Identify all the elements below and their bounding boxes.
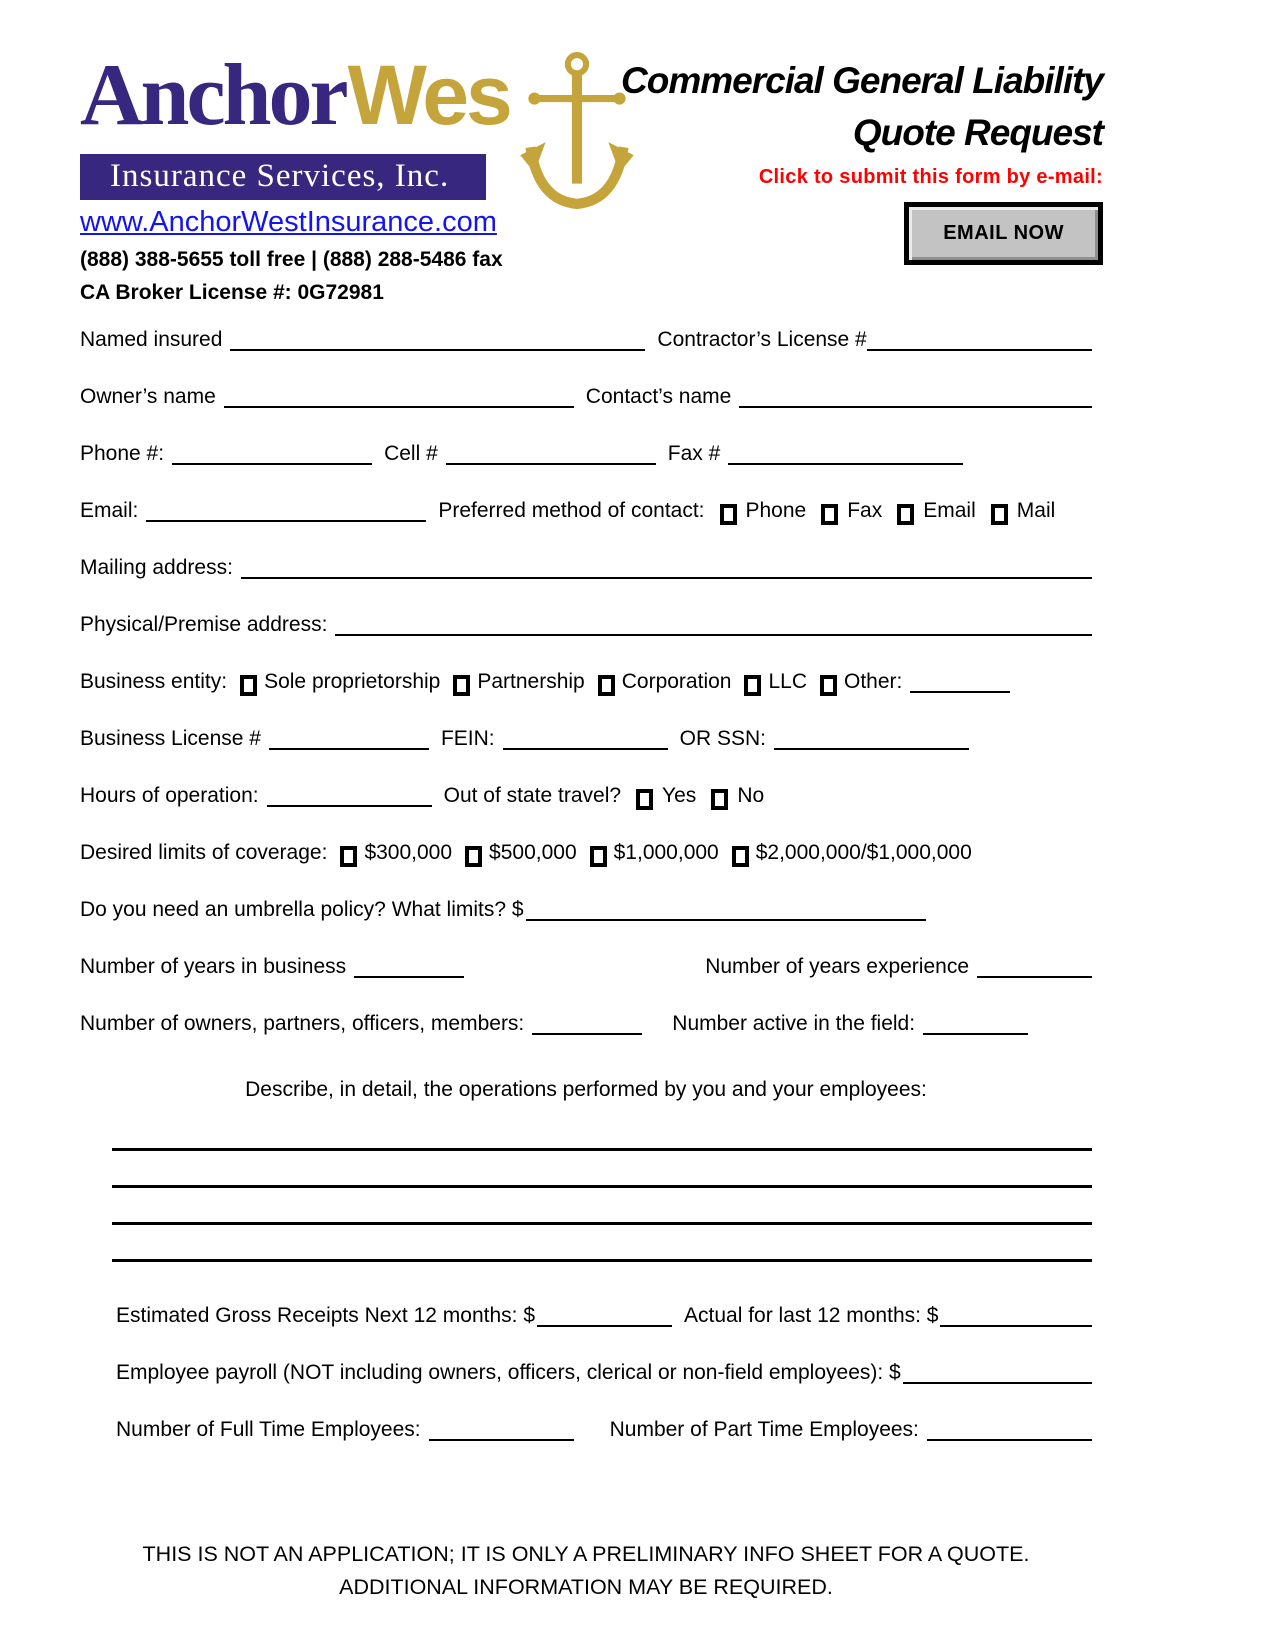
years-right-group [705, 955, 1092, 979]
checkbox-contact-fax[interactable] [821, 504, 838, 525]
gross-receipts-next-label: Estimated Gross Receipts Next 12 months: $ [116, 1304, 536, 1327]
fax-blank[interactable] [728, 463, 963, 465]
owners-name-blank[interactable] [224, 406, 574, 408]
form-title-line1: Commercial General Liability [621, 60, 1103, 101]
checkbox-limit-1m[interactable] [590, 846, 607, 867]
limit-option-1m: $1,000,000 [613, 841, 719, 864]
ssn-blank[interactable] [774, 748, 969, 750]
contact-option-mail: Mail [1016, 499, 1056, 522]
employee-counts-row [116, 1418, 1092, 1442]
describe-operations-heading: Describe, in detail, the operations performed by you and your employees: [245, 1078, 927, 1101]
entity-other-blank[interactable] [910, 691, 1010, 693]
entity-option-llc: LLC [768, 670, 807, 693]
disclaimer-line1: THIS IS NOT AN APPLICATION; IT IS ONLY A PRELIMINARY INFO SHEET FOR A QUOTE. [142, 1542, 1030, 1566]
years-experience-blank[interactable] [977, 976, 1092, 978]
entity-option-sole-proprietorship: Sole proprietorship [264, 670, 441, 693]
contractors-license-label: Contractor’s License # [657, 328, 867, 351]
business-entity-label: Business entity: [80, 670, 228, 693]
fein-blank[interactable] [503, 748, 668, 750]
entity-option-corporation: Corporation [621, 670, 732, 693]
header [0, 0, 1275, 302]
entity-other-label: Other: [844, 670, 903, 693]
website-link[interactable]: www.AnchorWestInsurance.com [80, 206, 497, 238]
cell-label: Cell # [384, 442, 438, 465]
contacts-name-blank[interactable] [739, 406, 1092, 408]
travel-option-no: No [737, 784, 765, 807]
umbrella-label: Do you need an umbrella policy? What limits? $ [80, 898, 524, 921]
describe-line-3[interactable] [112, 1222, 1092, 1225]
business-license-row [80, 727, 1092, 751]
years-in-business-label: Number of years in business [80, 955, 347, 978]
gross-receipts-actual-label: Actual for last 12 months: $ [684, 1304, 939, 1327]
years-experience-label: Number of years experience [705, 955, 969, 978]
preferred-contact-label: Preferred method of contact: [438, 499, 705, 522]
checkbox-entity-sole-proprietorship[interactable] [240, 675, 257, 696]
payroll-blank[interactable] [903, 1382, 1092, 1384]
submit-hint-text: Click to submit this form by e-mail: [758, 166, 1103, 188]
mailing-address-row [80, 556, 1092, 580]
active-field-blank[interactable] [923, 1033, 1028, 1035]
broker-license: CA Broker License #: 0G72981 [80, 281, 384, 304]
brand-wordmark [80, 47, 510, 152]
checkbox-contact-mail[interactable] [991, 504, 1008, 525]
owners-name-label: Owner’s name [80, 385, 216, 408]
coverage-limits-row [80, 841, 1092, 865]
active-field-label: Number active in the field: [672, 1012, 916, 1035]
ssn-label: OR SSN: [679, 727, 766, 750]
contractors-license-blank[interactable] [867, 349, 1092, 351]
logo-banner: Insurance Services, Inc. [80, 154, 486, 200]
limit-option-2m-1m: $2,000,000/$1,000,000 [755, 841, 972, 864]
physical-address-row [80, 613, 1092, 637]
checkbox-contact-email[interactable] [897, 504, 914, 525]
phone-row [80, 442, 1092, 466]
checkbox-travel-no[interactable] [711, 789, 728, 810]
checkbox-entity-other[interactable] [820, 675, 837, 696]
contact-option-fax: Fax [847, 499, 883, 522]
owners-count-label: Number of owners, partners, officers, members: [80, 1012, 525, 1035]
email-label: Email: [80, 499, 139, 522]
contacts-name-label: Contact’s name [585, 385, 732, 408]
hours-blank[interactable] [267, 805, 432, 807]
checkbox-limit-300k[interactable] [340, 846, 357, 867]
payroll-label: Employee payroll (NOT including owners, officers, clerical or non-field employees): $ [116, 1361, 901, 1384]
named-insured-label: Named insured [80, 328, 223, 351]
form-title-line2: Quote Request [852, 112, 1103, 153]
years-in-business-blank[interactable] [354, 976, 464, 978]
years-left-group [80, 955, 464, 979]
phone-blank[interactable] [172, 463, 372, 465]
gross-receipts-row [116, 1304, 1092, 1328]
part-time-blank[interactable] [927, 1439, 1092, 1441]
gross-receipts-actual-blank[interactable] [940, 1325, 1092, 1327]
named-insured-row [80, 328, 1092, 352]
physical-address-label: Physical/Premise address: [80, 613, 328, 636]
limit-option-300k: $300,000 [364, 841, 453, 864]
owner-counts-row [80, 1012, 1092, 1036]
email-blank[interactable] [146, 520, 426, 522]
hours-label: Hours of operation: [80, 784, 259, 807]
coverage-limits-label: Desired limits of coverage: [80, 841, 328, 864]
mailing-address-label: Mailing address: [80, 556, 233, 579]
disclaimer-line2: ADDITIONAL INFORMATION MAY BE REQUIRED. [339, 1575, 833, 1600]
phone-line: (888) 388-5655 toll free | (888) 288-5486 fax [80, 248, 503, 271]
business-entity-row [80, 670, 1092, 694]
phone-label: Phone #: [80, 442, 165, 465]
describe-line-4[interactable] [112, 1259, 1092, 1262]
checkbox-travel-yes[interactable] [636, 789, 653, 810]
named-insured-blank[interactable] [230, 349, 645, 351]
limit-option-500k: $500,000 [489, 841, 577, 864]
checkbox-limit-2m-1m[interactable] [732, 846, 749, 867]
checkbox-entity-llc[interactable] [744, 675, 761, 696]
entity-option-partnership: Partnership [477, 670, 585, 693]
years-row [80, 955, 1092, 979]
gross-receipts-next-blank[interactable] [537, 1325, 672, 1327]
disclaimer [80, 1538, 1092, 1605]
fax-label: Fax # [667, 442, 721, 465]
contact-option-phone: Phone [745, 499, 807, 522]
brand-name-anchor: Anchor [80, 47, 346, 144]
umbrella-limits-blank[interactable] [526, 919, 926, 921]
contact-option-email: Email [923, 499, 976, 522]
checkbox-contact-phone[interactable] [720, 504, 737, 525]
business-license-blank[interactable] [269, 748, 429, 750]
umbrella-row [80, 898, 1092, 922]
fein-label: FEIN: [440, 727, 495, 750]
cell-blank[interactable] [446, 463, 656, 465]
mailing-address-blank[interactable] [241, 577, 1092, 579]
out-of-state-label: Out of state travel? [443, 784, 622, 807]
hours-travel-row [80, 784, 1092, 808]
brand-name-west: Wes [347, 48, 510, 142]
describe-line-2[interactable] [112, 1185, 1092, 1188]
full-time-blank[interactable] [429, 1439, 574, 1441]
full-time-label: Number of Full Time Employees: [116, 1418, 421, 1441]
email-contact-row [80, 499, 1092, 523]
owners-count-blank[interactable] [532, 1033, 642, 1035]
owners-name-row [80, 385, 1092, 409]
checkbox-entity-corporation[interactable] [598, 675, 615, 696]
company-logo [80, 47, 510, 305]
checkbox-entity-partnership[interactable] [453, 675, 470, 696]
part-time-label: Number of Part Time Employees: [609, 1418, 919, 1441]
physical-address-blank[interactable] [335, 634, 1092, 636]
form-body [0, 328, 1275, 1605]
payroll-row [116, 1361, 1092, 1385]
email-now-button[interactable]: EMAIL NOW [904, 202, 1103, 265]
travel-option-yes: Yes [662, 784, 697, 807]
title-block [543, 60, 1103, 265]
describe-line-1[interactable] [112, 1148, 1092, 1151]
email-button-wrap [543, 189, 1103, 265]
checkbox-limit-500k[interactable] [465, 846, 482, 867]
business-license-label: Business License # [80, 727, 261, 750]
